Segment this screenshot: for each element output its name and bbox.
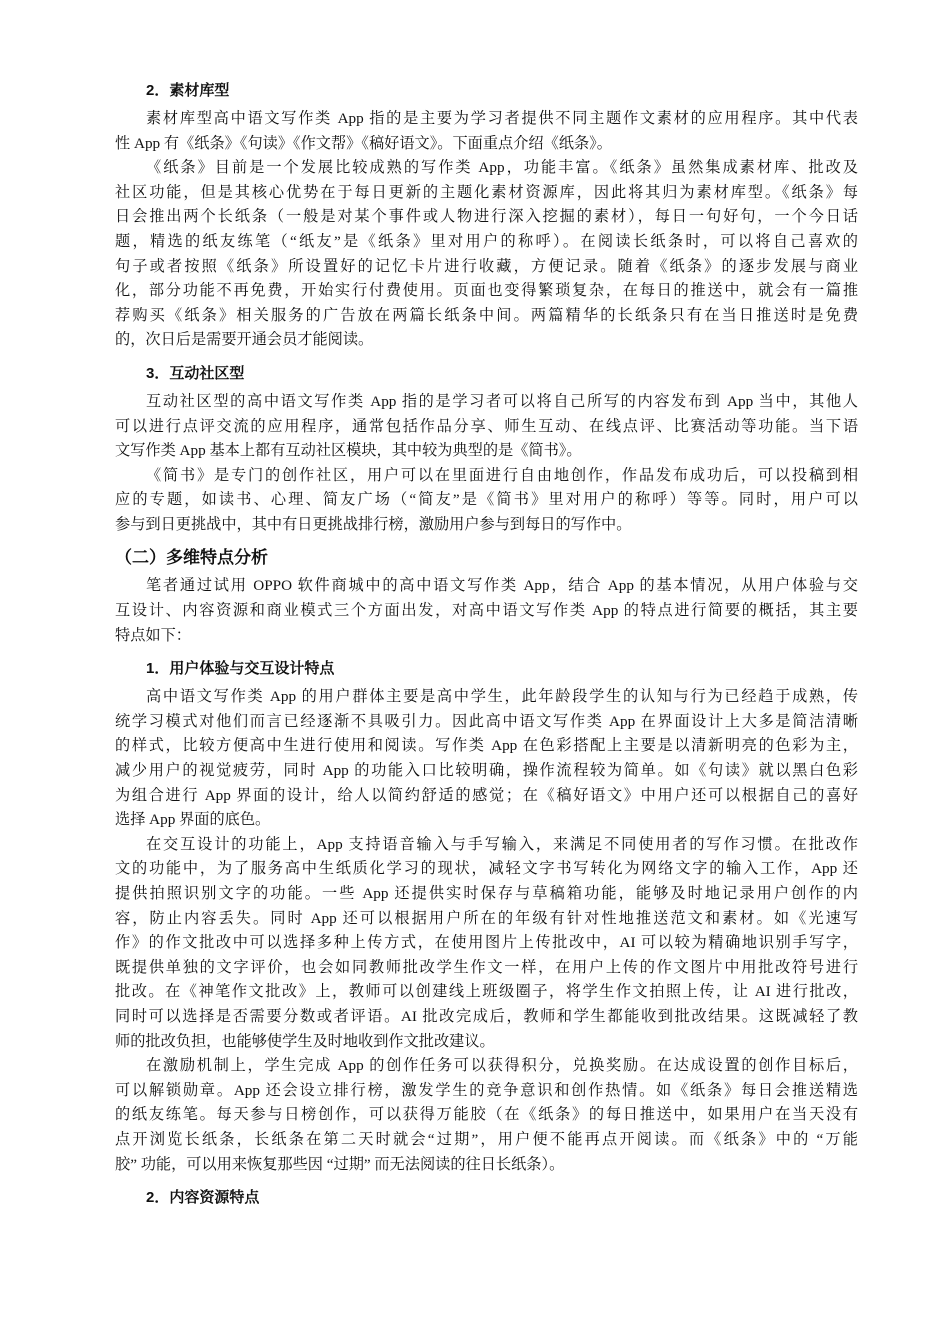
paragraph-line: 日会推出两个长纸条（一般是对某个事件或人物进行深入挖掘的素材），每日一句好句，一个今日话 <box>115 208 858 226</box>
paragraph-line: 减少用户的视觉疲劳，同时 App 的功能入口比较明确，操作流程较为简单。如《句读》就以黑白色彩 <box>115 762 858 779</box>
section-heading: （二）多维特点分析 <box>115 548 268 568</box>
paragraph-line: 社区功能，但是其核心优势在于每日更新的主题化素材资源库，因此将其归为素材库型。《纸条》每 <box>115 183 858 201</box>
paragraph-line: 可以进行点评交流的应用程序，通常包括作品分享、师生互动、在线点评、比赛活动等功能。当下语 <box>115 417 858 435</box>
paragraph-line: 胶” 功能，可以用来恢复那些因 “过期” 而无法阅读的往日长纸条）。 <box>115 1155 565 1173</box>
subsection-heading: 2．内容资源特点 <box>146 1189 260 1207</box>
paragraph-line: 高中语文写作类 App 的用户群体主要是高中学生，此年龄段学生的认知与行为已经趋于成熟，传 <box>146 688 858 706</box>
paragraph-line: 师的批改负担，也能够使学生及时地收到作文批改建议。 <box>115 1032 495 1050</box>
paragraph-line: 的，次日后是需要开通会员才能阅读。 <box>115 331 374 349</box>
paragraph-line: 互设计、内容资源和商业模式三个方面出发，对高中语文写作类 App 的特点进行简要的概括，其主要 <box>115 602 858 620</box>
paragraph-line: 同时可以选择是否需要分数或者评语。AI 批改完成后，教师和学生都能收到批改结果。这既减轻了教 <box>115 1007 858 1025</box>
paragraph <box>115 464 858 538</box>
paragraph-line: 荐购买《纸条》相关服务的广告放在两篇长纸条中间。两篇精华的长纸条只有在当日推送时是免费 <box>115 306 858 324</box>
paragraph-line: 文写作类 App 基本上都有互动社区模块，其中较为典型的是《简书》。 <box>115 442 582 460</box>
paragraph <box>115 107 858 156</box>
paragraph-line: 统学习模式对他们而言已经逐渐不具吸引力。因此高中语文写作类 App 在界面设计上大多是简洁清晰 <box>115 712 858 730</box>
paragraph <box>115 574 858 648</box>
paragraph-line: 批改。在《神笔作文批改》上，教师可以创建线上班级圈子，将学生作文拍照上传，让 AI 进行批改， <box>115 983 858 1001</box>
paragraph-line: 作》的作文批改中可以选择多种上传方式，在使用图片上传批改中，AI 可以较为精确地识别手写字， <box>115 934 858 952</box>
paragraph-line: 提供拍照识别文字的功能。一些 App 还提供实时保存与草稿箱功能，能够及时地记录用户创作的内 <box>115 884 858 902</box>
paragraph-line: 在激励机制上，学生完成 App 的创作任务可以获得积分，兑换奖励。在达成设置的创作目标后， <box>146 1057 858 1075</box>
paragraph-line: 的样式，比较方便高中生进行使用和阅读。写作类 App 在色彩搭配上主要是以清新明亮的色彩为主， <box>115 737 858 755</box>
paragraph-line: 《简书》是专门的创作社区，用户可以在里面进行自由地创作，作品发布成功后，可以投稿到相 <box>146 466 858 484</box>
subsection-heading: 2．素材库型 <box>146 82 230 99</box>
paragraph-line: 既提供单独的文字评价，也会如同教师批改学生作文一样，在用户上传的作文图片中用批改符号进行 <box>115 958 858 976</box>
paragraph-line: 性 App 有《纸条》《句读》《作文帮》《稿好语文》。下面重点介绍《纸条》。 <box>115 134 612 152</box>
paragraph-line: 特点如下： <box>115 626 191 644</box>
paragraph-line: 参与到日更挑战中，其中有日更挑战排行榜，激励用户参与到每日的写作中。 <box>115 515 632 533</box>
paragraph-line: 应的专题，如读书、心理、简友广场（“简友”是《简书》里对用户的称呼）等等。同时，用户可以 <box>115 491 858 509</box>
paragraph-line: 文的功能中，为了服务高中生纸质化学习的现状，减轻文字书写转化为网络文字的输入工作，App 还 <box>115 860 858 878</box>
paragraph-line: 为组合进行 App 界面的设计，给人以简约舒适的感觉；在《稿好语文》中用户还可以根据自己的喜好 <box>115 786 858 804</box>
paragraph-line: 笔者通过试用 OPPO 软件商城中的高中语文写作类 App，结合 App 的基本情况，从用户体验与交 <box>146 577 858 595</box>
paragraph <box>115 1054 858 1177</box>
document-page <box>115 79 858 1214</box>
paragraph-line: 选择 App 界面的底色。 <box>115 811 271 829</box>
paragraph-line: 题，精选的纸友练笔（“纸友”是《纸条》里对用户的称呼）。在阅读长纸条时，可以将自己喜欢的 <box>115 232 858 250</box>
paragraph-line: 《纸条》目前是一个发展比较成熟的写作类 App，功能丰富。《纸条》虽然集成素材库、批改及 <box>146 159 858 177</box>
paragraph <box>115 390 858 464</box>
paragraph <box>115 685 858 833</box>
paragraph-line: 互动社区型的高中语文写作类 App 指的是学习者可以将自己所写的内容发布到 App 当中，其他人 <box>146 392 858 410</box>
paragraph-line: 句子或者按照《纸条》所设置好的记忆卡片进行收藏，方便记录。随着《纸条》的逐步发展与商业 <box>115 257 858 275</box>
paragraph-line: 在交互设计的功能上，App 支持语音输入与手写输入，来满足不同使用者的写作习惯。在批改作 <box>146 835 858 853</box>
paragraph <box>115 156 858 353</box>
paragraph <box>115 833 858 1054</box>
paragraph-line: 的纸友练笔。每天参与日榜创作，可以获得万能胶（在《纸条》的每日推送中，如果用户在当天没有 <box>115 1106 858 1124</box>
paragraph-line: 化，部分功能不再免费，开始实行付费使用。页面也变得繁琐复杂，在每日的推送中，就会有一篇推 <box>115 282 858 300</box>
paragraph-line: 点开浏览长纸条，长纸条在第二天时就会“过期”，用户便不能再点开阅读。而《纸条》中的 “万能 <box>115 1130 858 1148</box>
paragraph-line: 容，防止内容丢失。同时 App 还可以根据用户所在的年级有针对性地推送范文和素材。如《光速写 <box>115 909 858 927</box>
subsection-heading: 3．互动社区型 <box>146 364 245 382</box>
subsection-heading: 1．用户体验与交互设计特点 <box>146 660 335 678</box>
paragraph-line: 可以解锁勋章。App 还会设立排行榜，激发学生的竞争意识和创作热情。如《纸条》每日会推送精选 <box>115 1081 858 1099</box>
paragraph-line: 素材库型高中语文写作类 App 指的是主要为学习者提供不同主题作文素材的应用程序。其中代表 <box>146 109 858 127</box>
